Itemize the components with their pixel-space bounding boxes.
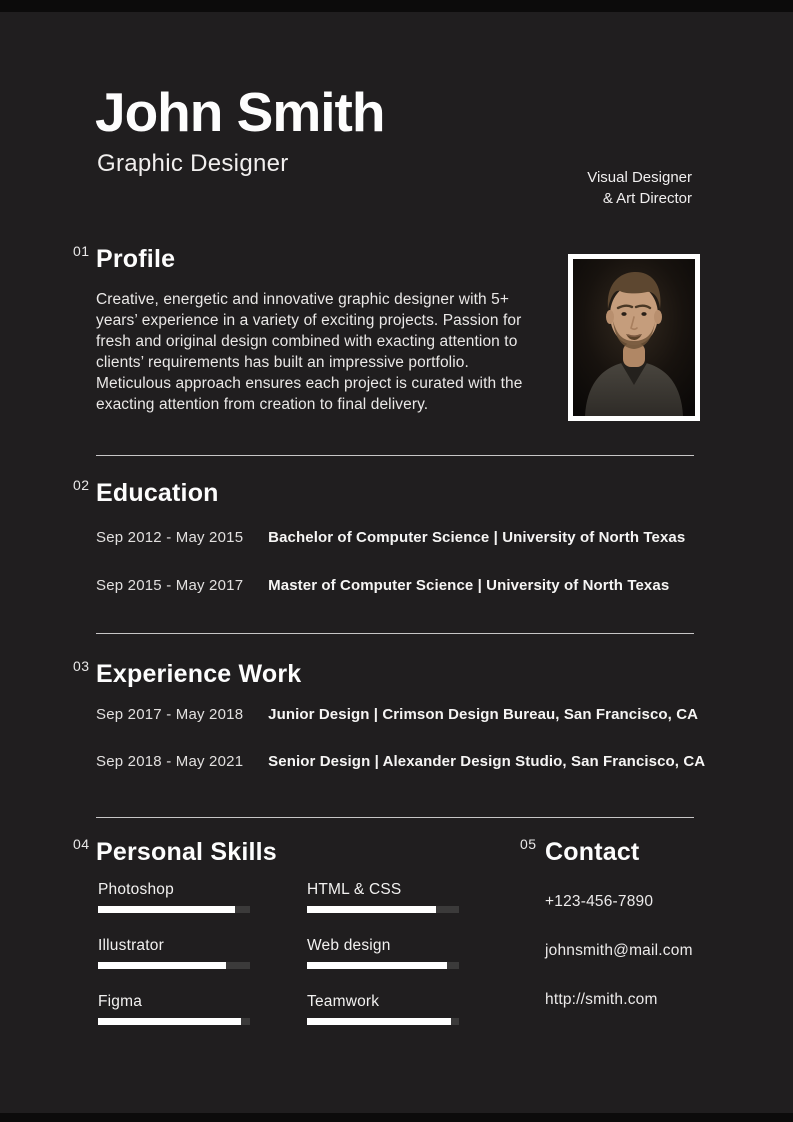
education-section-number: 02 xyxy=(73,477,90,493)
skill-bar-fill xyxy=(98,906,235,913)
skill-item xyxy=(98,993,250,1025)
tagline-line1: Visual Designer xyxy=(587,169,692,186)
skill-bar-fill xyxy=(98,962,226,969)
profile-photo xyxy=(568,254,700,421)
contact-email: johnsmith@mail.com xyxy=(545,942,693,959)
skill-item xyxy=(98,881,250,913)
profile-text: Creative, energetic and innovative graphic designer with 5+ years’ experience in a variety of exciting projects. Passion for fresh and original design combined with exacting attention to clients’ requirements has built an impressive portfolio. Meticulous approach ensures each project is curated with the exacting attention from creation to final delivery. xyxy=(96,291,523,413)
skill-label: Photoshop xyxy=(98,881,174,898)
divider xyxy=(96,633,694,634)
skill-bar-fill xyxy=(98,1018,241,1025)
education-dates: Sep 2015 - May 2017 xyxy=(96,577,244,594)
skill-item xyxy=(98,937,250,969)
experience-dates: Sep 2018 - May 2021 xyxy=(96,753,244,770)
experience-section-heading: Experience Work xyxy=(96,660,302,688)
skills-column-right xyxy=(307,881,459,1049)
contact-section-heading: Contact xyxy=(545,838,640,866)
experience-dates: Sep 2017 - May 2018 xyxy=(96,706,244,723)
skill-bar-track xyxy=(98,906,250,913)
contact-phone: +123-456-7890 xyxy=(545,893,654,910)
education-row xyxy=(96,577,736,594)
contact-website: http://smith.com xyxy=(545,991,658,1008)
tagline-line2: & Art Director xyxy=(602,190,692,207)
skill-bar-track xyxy=(98,962,250,969)
skill-bar-track xyxy=(307,1018,459,1025)
education-row xyxy=(96,529,736,546)
profile-section-number: 01 xyxy=(73,243,90,259)
skill-bar-fill xyxy=(307,1018,451,1025)
skills-section-number: 04 xyxy=(73,836,90,852)
person-name: John Smith xyxy=(95,81,385,143)
skill-bar-track xyxy=(307,962,459,969)
experience-section-number: 03 xyxy=(73,658,90,674)
profile-section-heading: Profile xyxy=(96,245,176,273)
skill-label: Web design xyxy=(307,937,391,954)
experience-row xyxy=(96,706,736,723)
contact-section-number: 05 xyxy=(520,836,537,852)
skill-label: HTML & CSS xyxy=(307,881,402,898)
experience-detail: Junior Design | Crimson Design Bureau, San Francisco, CA xyxy=(268,706,699,723)
education-dates: Sep 2012 - May 2015 xyxy=(96,529,244,546)
skill-bar-track xyxy=(98,1018,250,1025)
skill-item xyxy=(307,881,459,913)
divider xyxy=(96,455,694,456)
skills-column-left xyxy=(98,881,250,1049)
skill-label: Teamwork xyxy=(307,993,380,1010)
skill-item xyxy=(307,937,459,969)
top-edge-band xyxy=(0,0,793,12)
education-section-heading: Education xyxy=(96,479,219,507)
experience-row xyxy=(96,753,736,770)
divider xyxy=(96,817,694,818)
education-detail: Bachelor of Computer Science | University of North Texas xyxy=(268,529,686,546)
experience-detail: Senior Design | Alexander Design Studio, San Francisco, CA xyxy=(268,753,706,770)
portrait-illustration xyxy=(573,259,695,416)
skill-bar-fill xyxy=(307,962,447,969)
person-title: Graphic Designer xyxy=(97,150,289,177)
education-detail: Master of Computer Science | University of North Texas xyxy=(268,577,670,594)
skill-item xyxy=(307,993,459,1025)
skill-bar-fill xyxy=(307,906,436,913)
skill-label: Figma xyxy=(98,993,143,1010)
skill-bar-track xyxy=(307,906,459,913)
bottom-edge-band xyxy=(0,1113,793,1122)
skills-section-heading: Personal Skills xyxy=(96,838,277,866)
skill-label: Illustrator xyxy=(98,937,164,954)
contact-list xyxy=(545,893,693,1040)
tagline xyxy=(587,167,692,209)
